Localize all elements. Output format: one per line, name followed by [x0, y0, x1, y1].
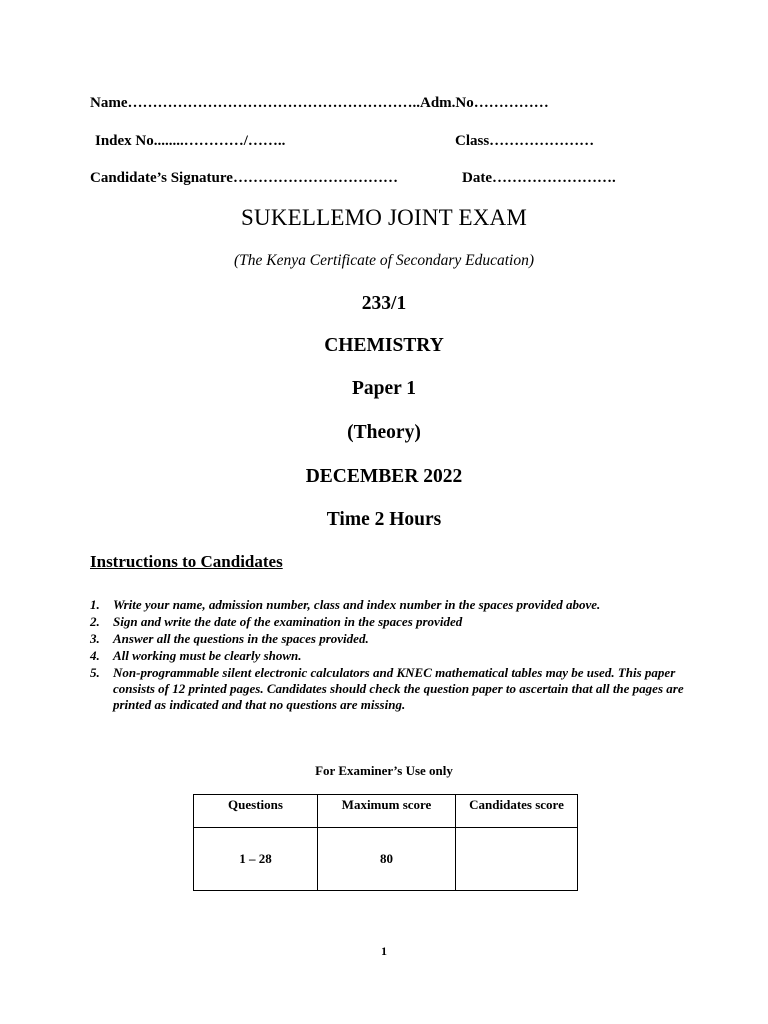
index-number-field: Index No........…………/……..: [95, 133, 286, 149]
instruction-item: [90, 665, 690, 713]
exam-date: DECEMBER 2022: [305, 466, 463, 487]
instruction-item: [90, 631, 690, 647]
instruction-item: [90, 648, 690, 664]
name-adm-field: Name…………………………………………………..Adm.No……………: [90, 95, 549, 111]
examiner-score-table: [193, 794, 578, 891]
instruction-text: Answer all the questions in the spaces provided.: [113, 631, 369, 646]
instruction-number: 4.: [90, 648, 100, 663]
instruction-text: Sign and write the date of the examination in the spaces provided: [113, 614, 463, 629]
table-row: [194, 828, 578, 891]
paper-code: 233/1: [361, 293, 407, 314]
instruction-text: Non-programmable silent electronic calculators and KNEC mathematical tables may be used. This paper consists of 12 printed pages. Candidates should check the question paper to ascertain that all the pages are printed as indicated and that no questions are missing.: [113, 665, 684, 712]
subject-name: CHEMISTRY: [324, 335, 444, 356]
instruction-number: 3.: [90, 631, 100, 646]
instruction-item: [90, 597, 690, 613]
cell-maximum-score: 80: [318, 828, 456, 891]
instructions-heading: Instructions to Candidates: [90, 552, 283, 571]
exam-duration: Time 2 Hours: [326, 509, 442, 530]
exam-title: SUKELLEMO JOINT EXAM: [241, 205, 527, 230]
header-candidates-score: Candidates score: [456, 795, 578, 828]
page-number: 1: [381, 944, 387, 958]
signature-field: Candidate’s Signature……………………………: [90, 170, 398, 186]
cell-questions: 1 – 28: [194, 828, 318, 891]
paper-type: (Theory): [347, 422, 421, 443]
date-field: Date…………………….: [462, 170, 616, 186]
examiner-caption: For Examiner’s Use only: [315, 763, 453, 778]
exam-subtitle: (The Kenya Certificate of Secondary Education): [233, 252, 535, 269]
table-header-row: [194, 795, 578, 828]
instruction-text: All working must be clearly shown.: [113, 648, 302, 663]
class-field: Class…………………: [455, 133, 595, 149]
paper-number: Paper 1: [351, 378, 417, 399]
instructions-list: [90, 597, 690, 714]
instruction-number: 5.: [90, 665, 100, 680]
cell-candidates-score[interactable]: [456, 828, 578, 891]
header-maximum-score: Maximum score: [318, 795, 456, 828]
instruction-text: Write your name, admission number, class and index number in the spaces provided above.: [113, 597, 601, 612]
header-questions: Questions: [194, 795, 318, 828]
instruction-number: 1.: [90, 597, 100, 612]
instruction-number: 2.: [90, 614, 100, 629]
instruction-item: [90, 614, 690, 630]
